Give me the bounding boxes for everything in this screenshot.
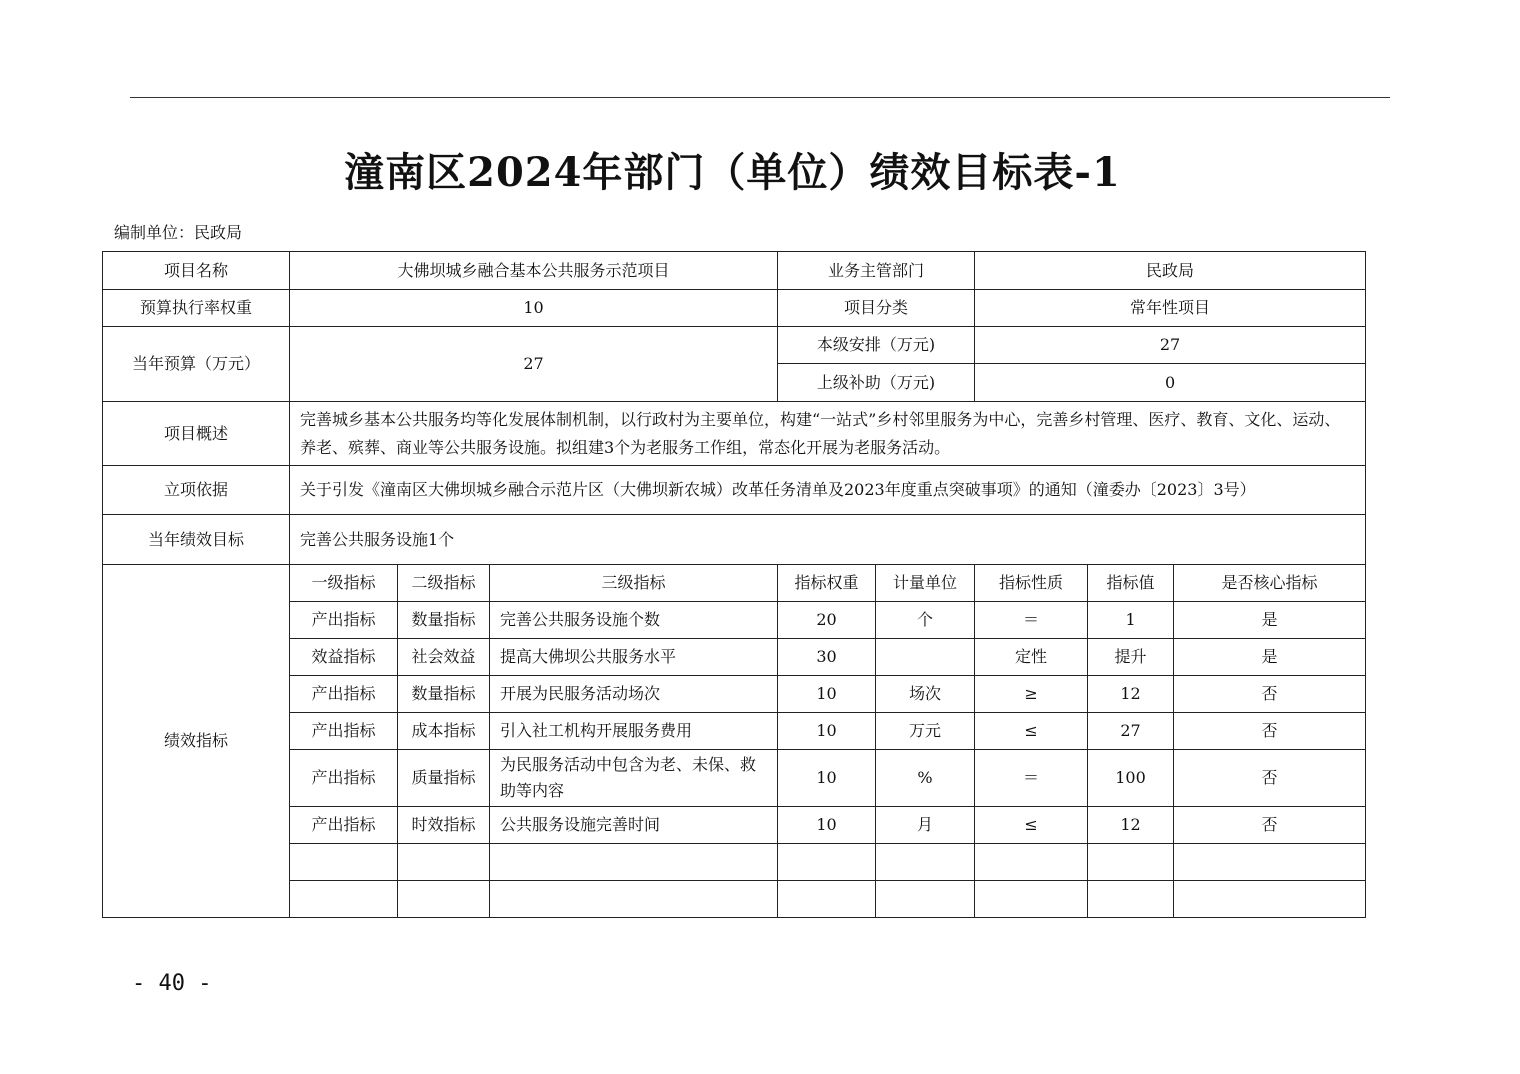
cell-level2: 成本指标 xyxy=(398,713,490,750)
cell-level1 xyxy=(290,844,398,881)
document-title: 潼南区2024年部门（单位）绩效目标表-1 xyxy=(344,149,1121,196)
compiling-unit: 编制单位：民政局 xyxy=(114,223,243,242)
budget-value: 27 xyxy=(290,327,778,402)
header-nature: 指标性质 xyxy=(975,565,1088,602)
table-row xyxy=(103,602,1366,639)
cell-core: 否 xyxy=(1174,676,1366,713)
cell-unit: 万元 xyxy=(876,713,975,750)
cell-weight xyxy=(778,844,876,881)
cell-nature: ≤ xyxy=(975,713,1088,750)
cell-value xyxy=(1088,881,1174,918)
local-funding-label: 本级安排（万元) xyxy=(778,327,975,364)
table-row xyxy=(103,844,1366,881)
goal-label: 当年绩效目标 xyxy=(103,515,290,565)
cell-level2 xyxy=(398,844,490,881)
cell-level3: 为民服务活动中包含为老、未保、救助等内容 xyxy=(490,750,778,807)
project-name-label: 项目名称 xyxy=(103,252,290,290)
cell-value: 100 xyxy=(1088,750,1174,807)
cell-level1: 效益指标 xyxy=(290,639,398,676)
overview-text: 完善城乡基本公共服务均等化发展体制机制，以行政村为主要单位，构建“一站式”乡村邻里服务为中心，完善乡村管理、医疗、教育、文化、运动、养老、殡葬、商业等公共服务设施。拟组建3个为老服务工作组，常态化开展为老服务活动。 xyxy=(290,402,1366,466)
cell-unit: 月 xyxy=(876,807,975,844)
cell-value: 12 xyxy=(1088,676,1174,713)
cell-core: 是 xyxy=(1174,602,1366,639)
cell-core: 是 xyxy=(1174,639,1366,676)
cell-level3: 完善公共服务设施个数 xyxy=(490,602,778,639)
dept-label: 业务主管部门 xyxy=(778,252,975,290)
cell-value: 27 xyxy=(1088,713,1174,750)
cell-level3: 引入社工机构开展服务费用 xyxy=(490,713,778,750)
table-row xyxy=(103,750,1366,807)
overview-label: 项目概述 xyxy=(103,402,290,466)
cell-level3: 开展为民服务活动场次 xyxy=(490,676,778,713)
cell-nature xyxy=(975,844,1088,881)
header-level1: 一级指标 xyxy=(290,565,398,602)
cell-nature: ＝ xyxy=(975,602,1088,639)
header-level3: 三级指标 xyxy=(490,565,778,602)
cell-nature: ＝ xyxy=(975,750,1088,807)
upper-subsidy-label: 上级补助（万元) xyxy=(778,364,975,402)
header-rule xyxy=(130,97,1390,98)
cell-weight: 10 xyxy=(778,676,876,713)
table-row xyxy=(103,881,1366,918)
table-row xyxy=(103,807,1366,844)
cell-unit: 个 xyxy=(876,602,975,639)
cell-level3: 公共服务设施完善时间 xyxy=(490,807,778,844)
cell-weight: 10 xyxy=(778,713,876,750)
category-value: 常年性项目 xyxy=(975,290,1366,327)
dept-value: 民政局 xyxy=(975,252,1366,290)
header-weight: 指标权重 xyxy=(778,565,876,602)
cell-nature: ≤ xyxy=(975,807,1088,844)
basis-text: 关于引发《潼南区大佛坝城乡融合示范片区（大佛坝新农城）改革任务清单及2023年度重点突破事项》的通知（潼委办〔2023〕3号） xyxy=(290,466,1366,515)
local-funding-value: 27 xyxy=(975,327,1366,364)
cell-level1: 产出指标 xyxy=(290,807,398,844)
project-name-value: 大佛坝城乡融合基本公共服务示范项目 xyxy=(290,252,778,290)
cell-core xyxy=(1174,844,1366,881)
cell-level1: 产出指标 xyxy=(290,713,398,750)
cell-weight: 10 xyxy=(778,750,876,807)
cell-unit xyxy=(876,639,975,676)
cell-level1: 产出指标 xyxy=(290,676,398,713)
cell-unit xyxy=(876,881,975,918)
cell-level3: 提高大佛坝公共服务水平 xyxy=(490,639,778,676)
cell-level2: 质量指标 xyxy=(398,750,490,807)
weight-label: 预算执行率权重 xyxy=(103,290,290,327)
cell-level2: 数量指标 xyxy=(398,602,490,639)
cell-level2: 社会效益 xyxy=(398,639,490,676)
table-row xyxy=(103,676,1366,713)
cell-level1: 产出指标 xyxy=(290,750,398,807)
cell-level2 xyxy=(398,881,490,918)
performance-target-table xyxy=(102,251,1366,918)
cell-value: 12 xyxy=(1088,807,1174,844)
budget-label: 当年预算（万元） xyxy=(103,327,290,402)
cell-core: 否 xyxy=(1174,713,1366,750)
cell-weight: 10 xyxy=(778,807,876,844)
header-unit: 计量单位 xyxy=(876,565,975,602)
header-level2: 二级指标 xyxy=(398,565,490,602)
cell-value xyxy=(1088,844,1174,881)
weight-value: 10 xyxy=(290,290,778,327)
table-row xyxy=(103,713,1366,750)
cell-level1 xyxy=(290,881,398,918)
cell-value: 1 xyxy=(1088,602,1174,639)
cell-nature: ≥ xyxy=(975,676,1088,713)
upper-subsidy-value: 0 xyxy=(975,364,1366,402)
cell-level3 xyxy=(490,844,778,881)
header-core: 是否核心指标 xyxy=(1174,565,1366,602)
table-row xyxy=(103,639,1366,676)
header-value: 指标值 xyxy=(1088,565,1174,602)
page-number: - 40 - xyxy=(132,971,212,996)
category-label: 项目分类 xyxy=(778,290,975,327)
cell-core: 否 xyxy=(1174,750,1366,807)
cell-nature xyxy=(975,881,1088,918)
cell-unit xyxy=(876,844,975,881)
cell-level1: 产出指标 xyxy=(290,602,398,639)
cell-nature: 定性 xyxy=(975,639,1088,676)
cell-weight: 20 xyxy=(778,602,876,639)
basis-label: 立项依据 xyxy=(103,466,290,515)
cell-weight: 30 xyxy=(778,639,876,676)
cell-level3 xyxy=(490,881,778,918)
goal-text: 完善公共服务设施1个 xyxy=(290,515,1366,565)
cell-unit: 场次 xyxy=(876,676,975,713)
cell-core xyxy=(1174,881,1366,918)
metrics-section-label: 绩效指标 xyxy=(103,565,290,918)
cell-level2: 时效指标 xyxy=(398,807,490,844)
cell-value: 提升 xyxy=(1088,639,1174,676)
cell-level2: 数量指标 xyxy=(398,676,490,713)
cell-unit: % xyxy=(876,750,975,807)
cell-core: 否 xyxy=(1174,807,1366,844)
cell-weight xyxy=(778,881,876,918)
